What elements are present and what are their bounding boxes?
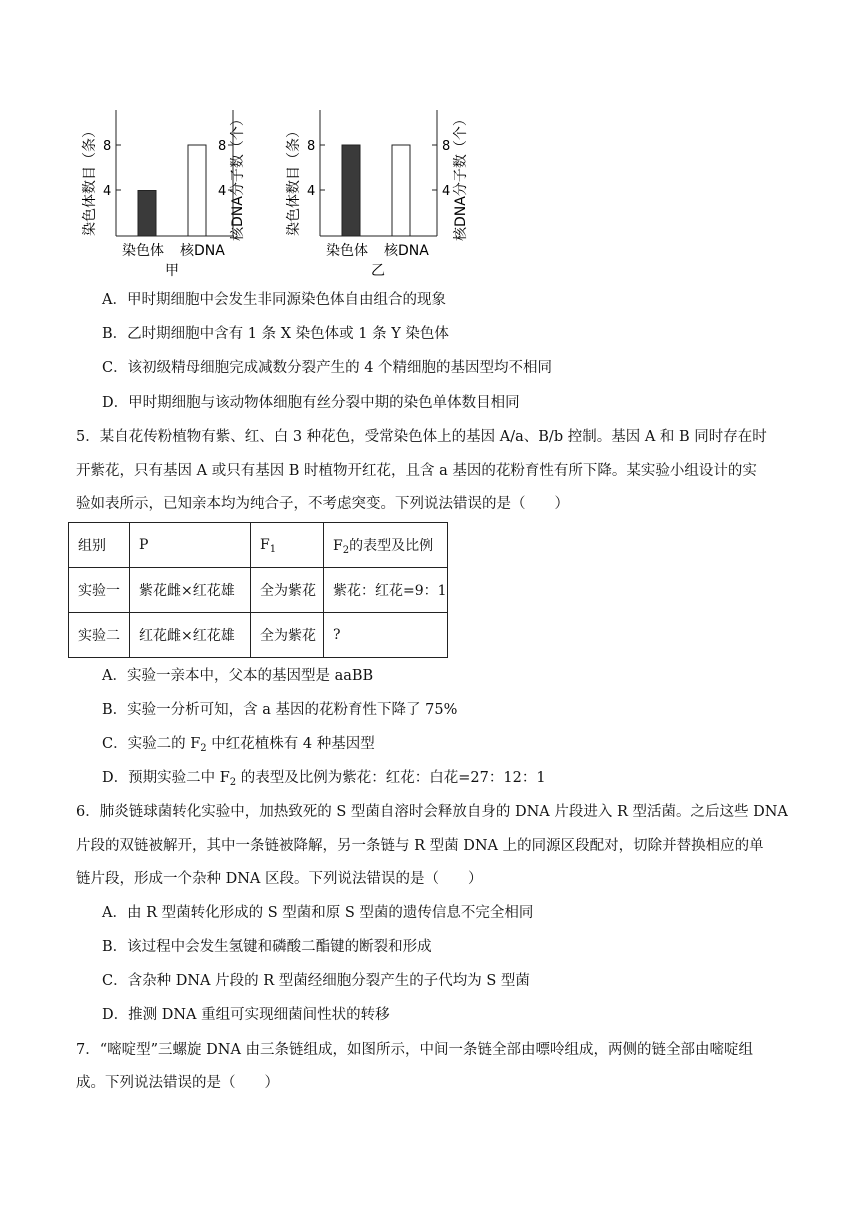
right-tick-4: 4 — [442, 184, 451, 199]
q6-stem-line-3: 链片段，形成一个杂种 DNA 区段。下列说法错误的是（ ） — [76, 871, 483, 887]
chart-caption: 乙 — [371, 263, 385, 279]
bar-nuclear-dna — [188, 145, 206, 236]
header-f2 — [324, 523, 448, 568]
bar-chromosome — [138, 191, 156, 237]
right-axis-label — [452, 112, 469, 241]
header-f1-sub: 1 — [269, 544, 277, 555]
left-tick-8: 8 — [103, 139, 112, 154]
header-f1-letter: F — [260, 537, 270, 553]
bar1-label: 染色体 — [122, 243, 164, 259]
q5-stem-line-1: 5．某自花传粉植物有紫、红、白 3 种花色，受常染色体上的基因 A/a、B/b 控制。基因 A 和 B 同时存在时 — [76, 429, 767, 445]
bar-nuclear-dna — [392, 145, 410, 236]
right-tick-8: 8 — [442, 139, 451, 154]
bar-chart-yi — [280, 104, 470, 284]
q5-option-a: A．实验一亲本中，父本的基因型是 aaBB — [102, 668, 374, 684]
cell-f2: ? — [324, 613, 448, 658]
left-axis-label-text: 染色体数目（条） — [286, 124, 302, 236]
q5-option-c-post: 中红花植株有 4 种基因型 — [206, 736, 375, 752]
right-tick-4: 4 — [218, 184, 227, 199]
q6-option-d: D．推测 DNA 重组可实现细菌间性状的转移 — [102, 1007, 390, 1023]
cell-f2: 紫花：红花=9：1 — [324, 568, 448, 613]
left-tick-4: 4 — [307, 184, 316, 199]
q5-option-c-sub: 2 — [200, 743, 207, 754]
bar1-label: 染色体 — [326, 243, 368, 259]
q5-option-c — [102, 734, 375, 754]
bar-chart-jia — [76, 104, 246, 284]
q6-stem-line-2: 片段的双链被解开，其中一条链被降解，另一条链与 R 型菌 DNA 上的同源区段配对，切除并替换相应的单 — [76, 838, 764, 854]
q6-stem-line-1: 6．肺炎链球菌转化实验中，加热致死的 S 型菌自溶时会释放自身的 DNA 片段进入 R 型活菌。之后这些 DNA — [76, 804, 788, 820]
right-tick-8: 8 — [218, 139, 227, 154]
q5-stem-line-3: 验如表所示，已知亲本均为纯合子，不考虑突变。下列说法错误的是（ ） — [76, 496, 569, 512]
q5-option-d-post: 的表型及比例为紫花：红花：白花=27：12：1 — [236, 770, 546, 786]
cell-group: 实验一 — [69, 568, 130, 613]
q4-option-d: D．甲时期细胞与该动物体细胞有丝分裂中期的染色单体数目相同 — [102, 395, 520, 411]
header-p: P — [130, 523, 251, 568]
cell-p: 红花雌×红花雄 — [130, 613, 251, 658]
q4-option-a: A．甲时期细胞中会发生非同源染色体自由组合的现象 — [102, 292, 446, 308]
right-axis-label — [229, 112, 246, 241]
q7-stem-line-2: 成。下列说法错误的是（ ） — [76, 1075, 279, 1091]
q5-option-d-pre: D．预期实验二中 F — [102, 770, 230, 786]
q6-option-c: C．含杂种 DNA 片段的 R 型菌经细胞分裂产生的子代均为 S 型菌 — [102, 973, 530, 989]
bar-chromosome — [342, 145, 360, 236]
header-f2-rest: 的表型及比例 — [349, 538, 434, 554]
table-header-row — [69, 523, 448, 568]
left-axis-label-text: 染色体数目（条） — [82, 124, 98, 236]
q5-option-c-pre: C．实验二的 F — [102, 736, 201, 752]
q6-option-b: B．该过程中会发生氢键和磷酸二酯键的断裂和形成 — [102, 939, 432, 955]
bar2-label: 核DNA — [384, 243, 429, 259]
right-axis-label-text: 核DNA分子数（个） — [230, 112, 246, 241]
bar2-label: 核DNA — [180, 243, 225, 259]
experiment-table — [68, 522, 448, 658]
left-axis-label — [285, 124, 302, 236]
table-row — [69, 613, 448, 658]
q4-option-b: B．乙时期细胞中含有 1 条 X 染色体或 1 条 Y 染色体 — [102, 326, 449, 342]
header-f2-sub: 2 — [342, 545, 350, 556]
chart-caption: 甲 — [165, 263, 179, 279]
left-axis-label — [81, 124, 98, 236]
q7-stem-line-1: 7．“嘧啶型”三螺旋 DNA 由三条链组成，如图所示，中间一条链全部由嘌呤组成，两侧的链全部由嘧啶组 — [76, 1042, 754, 1058]
left-tick-8: 8 — [307, 139, 316, 154]
header-group: 组别 — [69, 523, 130, 568]
q6-option-a: A．由 R 型菌转化形成的 S 型菌和原 S 型菌的遗传信息不完全相同 — [102, 905, 534, 921]
q5-option-b: B．实验一分析可知，含 a 基因的花粉育性下降了 75% — [102, 702, 458, 718]
header-f1 — [251, 523, 324, 568]
right-axis-label-text: 核DNA分子数（个） — [453, 112, 469, 241]
cell-p: 紫花雌×红花雄 — [130, 568, 251, 613]
cell-f1: 全为紫花 — [251, 613, 324, 658]
q5-option-d — [102, 768, 546, 788]
cell-f1: 全为紫花 — [251, 568, 324, 613]
q5-stem-line-2: 开紫花，只有基因 A 或只有基因 B 时植物开红花，且含 a 基因的花粉育性有所下降。某实验小组设计的实 — [76, 463, 757, 479]
q4-option-c: C．该初级精母细胞完成减数分裂产生的 4 个精细胞的基因型均不相同 — [102, 360, 553, 376]
left-tick-4: 4 — [103, 184, 112, 199]
header-f2-letter: F — [333, 538, 343, 554]
cell-group: 实验二 — [69, 613, 130, 658]
table-row — [69, 568, 448, 613]
q5-option-d-sub: 2 — [229, 777, 237, 788]
